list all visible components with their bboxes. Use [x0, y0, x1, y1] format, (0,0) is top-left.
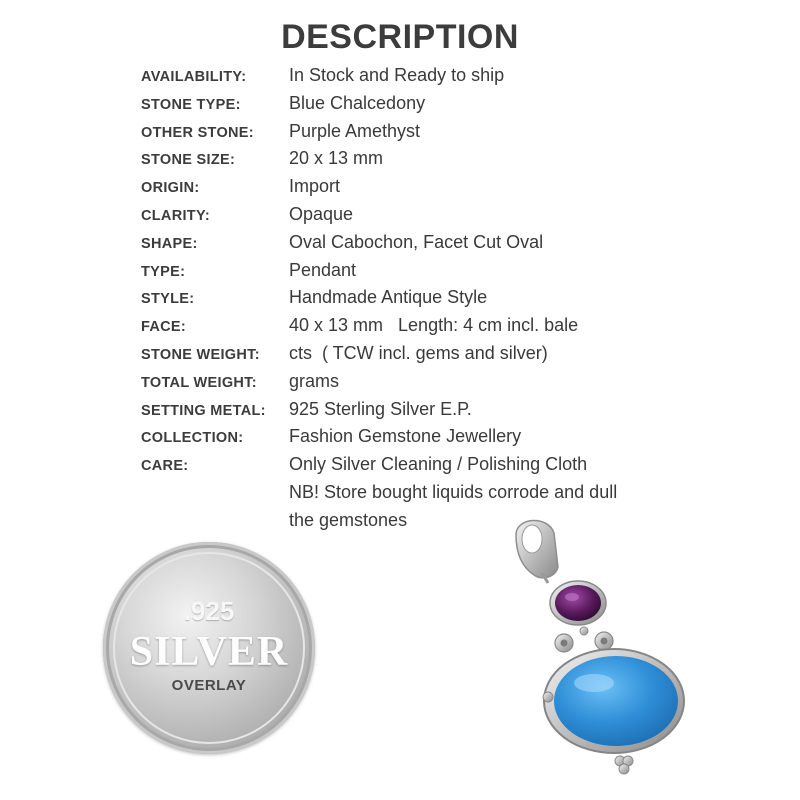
spec-value: grams: [289, 370, 340, 391]
spec-row-total-weight: [141, 369, 741, 397]
spec-label: OTHER STONE:: [141, 124, 254, 141]
spec-value: Blue Chalcedony: [289, 92, 426, 113]
spec-label: COLLECTION:: [141, 430, 244, 447]
spec-label: TOTAL WEIGHT:: [141, 374, 257, 391]
spec-value: Pendant: [289, 259, 357, 280]
spec-label: FACE:: [141, 319, 186, 336]
care-note-line: NB! Store bought liquids corrode and dull: [289, 482, 618, 503]
spec-value: cts ( TCW incl. gems and silver): [289, 342, 548, 363]
spec-value: Opaque: [289, 203, 354, 224]
spec-label: SHAPE:: [141, 235, 198, 252]
spec-label: STONE TYPE:: [141, 96, 241, 113]
spec-row-care: [141, 452, 741, 531]
amethyst-stone: [550, 581, 606, 625]
spec-row-stone-size: [141, 146, 741, 174]
spec-value: 20 x 13 mm: [289, 148, 384, 169]
spec-value: 40 x 13 mm Length: 4 cm incl. bale: [289, 315, 579, 336]
spec-row-collection: [141, 424, 741, 452]
spec-row-availability: [141, 63, 741, 91]
spec-row-style: [141, 285, 741, 313]
spec-label: STONE WEIGHT:: [141, 346, 260, 363]
spec-row-other-stone: [141, 119, 741, 147]
silver-overlay-badge: [103, 542, 315, 754]
spec-value: In Stock and Ready to ship: [289, 65, 505, 85]
spec-label: CLARITY:: [141, 207, 210, 224]
care-note-line: the gemstones: [289, 510, 408, 531]
spec-row-type: [141, 258, 741, 286]
spec-value: Fashion Gemstone Jewellery: [289, 426, 522, 447]
pendant-granules: [555, 627, 613, 652]
spec-label: STONE SIZE:: [141, 152, 236, 169]
pendant-image: [496, 515, 696, 785]
spec-table: [141, 63, 741, 531]
page-title: DESCRIPTION: [281, 18, 519, 56]
spec-row-clarity: [141, 202, 741, 230]
spec-label: STYLE:: [141, 291, 195, 308]
spec-label: AVAILABILITY:: [141, 69, 247, 85]
spec-row-shape: [141, 230, 741, 258]
spec-value: Handmade Antique Style: [289, 287, 488, 308]
spec-label: TYPE:: [141, 263, 186, 280]
spec-row-stone-type: [141, 91, 741, 119]
pendant-bottom-granules: [615, 756, 633, 774]
badge-metal: SILVER: [129, 629, 289, 675]
spec-value: 925 Sterling Silver E.P.: [289, 398, 472, 419]
spec-value: Oval Cabochon, Facet Cut Oval: [289, 231, 544, 252]
spec-value: Import: [289, 176, 341, 197]
spec-row-setting-metal: [141, 397, 741, 425]
pendant-bale: [516, 520, 558, 583]
badge-number: .925: [183, 596, 235, 626]
spec-row-stone-weight: [141, 341, 741, 369]
badge-kind: OVERLAY: [171, 677, 247, 694]
chalcedony-stone: [543, 649, 684, 753]
spec-label: CARE:: [141, 458, 189, 475]
spec-row-face: [141, 313, 741, 341]
spec-row-origin: [141, 174, 741, 202]
spec-label: SETTING METAL:: [141, 402, 266, 419]
spec-value: Only Silver Cleaning / Polishing Cloth: [289, 454, 588, 475]
spec-value: Purple Amethyst: [289, 120, 421, 141]
spec-label: ORIGIN:: [141, 180, 200, 197]
